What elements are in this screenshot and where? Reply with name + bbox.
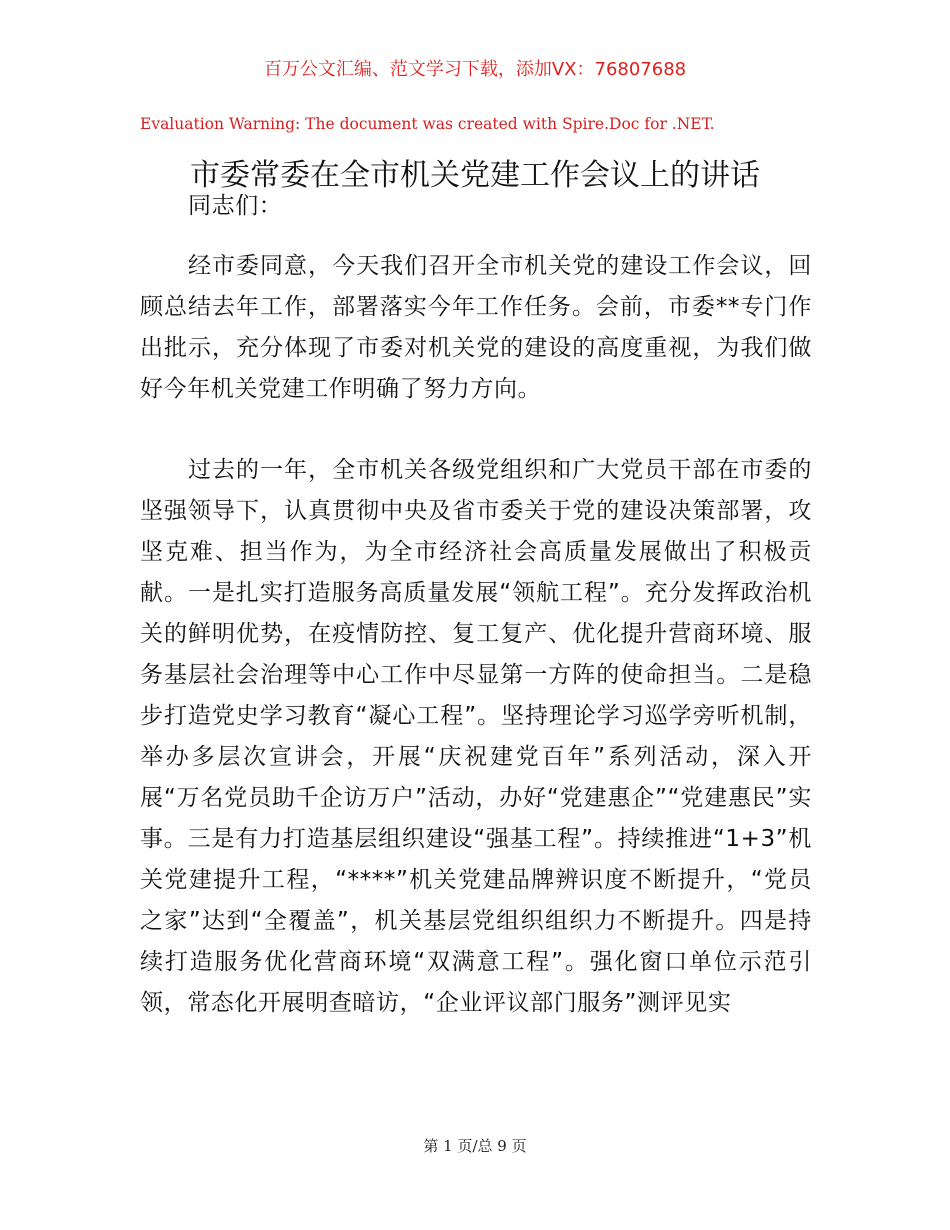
paragraph: 过去的一年，全市机关各级党组织和广大党员干部在市委的坚强领导下，认真贯彻中央及省市委关于党的建设决策部署，攻坚克难、担当作为，为全市经济社会高质量发展做出了积极贡献。一是扎实打造服务高质量发展“领航工程”。充分发挥政治机关的鲜明优势，在疫情防控、复工复产、优化提升营商环境、服务基层社会治理等中心工作中尽显第一方阵的使命担当。二是稳步打造党史学习教育“凝心工程”。坚持理论学习巡学旁听机制，举办多层次宣讲会，开展“庆祝建党百年”系列活动，深入开展“万名党员助千企访万户”活动，办好“党建惠企”“党建惠民”实事。三是有力打造基层组织建设“强基工程”。持续推进“1+3”机关党建提升工程，“****”机关党建品牌辨识度不断提升，“党员之家”达到“全覆盖”，机关基层党组织组织力不断提升。四是持续打造服务优化营商环境“双满意工程”。强化窗口单位示范引领，常态化开展明查暗访，“企业评议部门服务”测评见实	[140, 457, 812, 1016]
paragraph: 经市委同意，今天我们召开全市机关党的建设工作会议，回顾总结去年工作，部署落实今年工作任务。会前，市委**专门作出批示，充分体现了市委对机关党的建设的高度重视，为我们做好今年机关党建工作明确了努力方向。	[140, 253, 812, 402]
salutation: 同志们：	[188, 193, 283, 219]
page-number: 第 1 页/总 9 页	[423, 1137, 527, 1155]
evaluation-warning: Evaluation Warning: The document was created with Spire.Doc for .NET.	[140, 115, 715, 133]
header-note: 百万公文汇编、范文学习下载，添加VX：76807688	[263, 59, 687, 80]
document-title: 市委常委在全市机关党建工作会议上的讲话	[190, 158, 760, 193]
